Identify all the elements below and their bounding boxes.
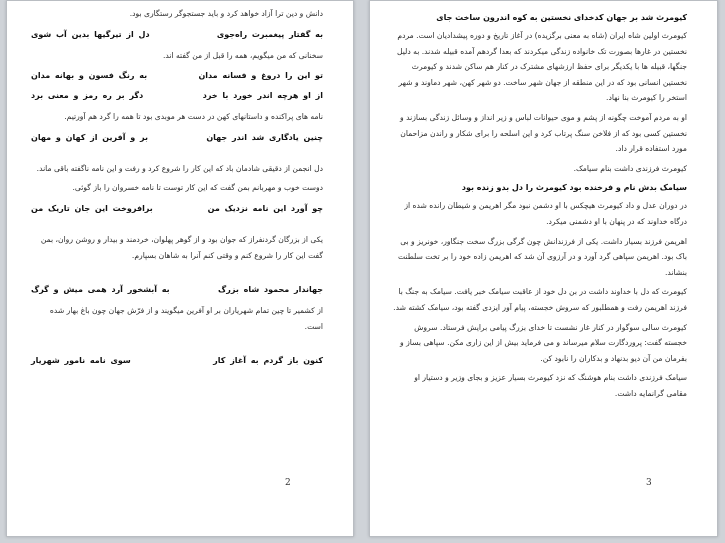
verse-couplet — [31, 202, 323, 216]
page-number: 2 — [285, 478, 291, 488]
verse-hemistich: چنین یادگاری شد اندر جهان — [206, 132, 323, 142]
verse-hemistich: به گفتار پیغمبرت راه‌جوی — [216, 29, 323, 39]
paragraph: از کشمیر تا چین تمام شهرياران بر او آفرین میگویند و از فرّش جهان چون باغ بهار شده است. — [49, 306, 323, 331]
paragraph: سیامک فرزندی داشت بنام هوشنگ که نزد کیومرث بسیار عزیز و بجای وزیر و دستیار او مقامی گرانمایه داشت. — [414, 373, 687, 398]
verse-hemistich: چو آورد این نامه نزدیک من — [207, 203, 323, 213]
spacer — [31, 338, 323, 348]
spacer — [31, 267, 323, 277]
spacer — [31, 222, 323, 232]
section-heading: سیامک بدش نام و فرخنده بود کیومرث را دل بدو زنده بود — [461, 183, 687, 193]
verse-couplet — [31, 131, 323, 145]
paragraph: کیومرث فرزندی داشت بنام سیامک. — [573, 163, 687, 173]
verse-hemistich: سوی نامه نامور شهریار — [31, 356, 131, 366]
verse-hemistich: به آبشخور آرد همی میش و گرگ — [31, 285, 170, 295]
verse-hemistich: به رنگ فسون و بهانه مدان — [31, 71, 148, 81]
verse-couplet — [31, 28, 323, 42]
verse-hemistich: برافروخت این جان تاریک من — [31, 203, 153, 213]
verse-hemistich: دل از تیرگیها بدین آب شوی — [31, 29, 150, 39]
paragraph: او به مردم آموخت چگونه از پشم و موی حیوانات لباس و زیر انداز و وسائل زندگی بسازند و نخستین کسی بود که از فلاخن سنگ پرتاب کرد و این اسلحه را برای شکار و راندن مزاحمان مورد استفاده قرار داد. — [400, 112, 687, 154]
verse-couplet — [31, 354, 323, 368]
verse-couplet — [31, 69, 323, 83]
paragraph: دانش و دین ترا آزاد خواهد کرد و باید جستجوگر رستگاری بود. — [129, 9, 323, 18]
verse-hemistich: کنون باز گردم به آغاز کار — [213, 356, 323, 366]
page-number: 3 — [646, 478, 652, 488]
verse-hemistich: بر و آفرین از کهان و مهان — [31, 132, 148, 142]
verse-hemistich: جهاندار محمود شاه بزرگ — [218, 285, 323, 295]
paragraph: کیومرث اولین شاه ایران (شاه به معنی برگزیده) در آغاز تاریخ و دوره پیشدادیان است. مردم نخستین در غارها بصورت تک خانواده زندگی میکردند که بعدا گردهم آمده قبیله شدند. به دلیل جنگها، قبیله ها با یکدیگر برای حفظ ارزشهای مشترک در کنار هم ساکن شدند و کیومرث نخستین انسانی بود که در این منطقه از جهان شهر ساخت. دو شهر کهن، شهر دماوند و شهر استخر را کیومرث بنا نهاد. — [396, 31, 687, 103]
paragraph: کیومرث که دل با خداوند داشت در بن دل خود از عاقبت سیامک خبر یافت. سیامک به جنگ با فرزند اهریمن رفت و همطلبور که سروش خجسته، پیام آور ایزدی گفته بود، سیامک کشته شد. — [393, 287, 687, 312]
section-heading: کیومرث شد بر جهان کدخدای نخستین به کوه اندرون ساخت جای — [436, 13, 687, 22]
page-content — [7, 1, 353, 374]
paragraph: یکی از بزرگان گردنفراز که جوان بود و از گوهر پهلوان، خردمند و بیدار و روشن روان، بمن گفت این کار را شروع کنم و وقتی کنم آنرا به شاهان بسپارم. — [40, 234, 323, 260]
paragraph: در دوران عدل و داد کیومرث هیچکس با او دشمن نبود مگر اهریمن و شیطان رانده شده از درگاه خداوند که در پنهان با او دشمنی میکرد. — [404, 201, 687, 226]
paragraph: دل انجمن از دقیقی شادمان باد که این کار را شروع کرد و رفت و این نامه ناگفته باقی ماند. — [36, 163, 323, 173]
verse-couplet — [31, 89, 323, 103]
paragraph: اهریمن فرزند بسیار داشت. یکی از فرزندانش چون گرگی بزرگ سخت جنگاور، خونریز و بی باک بود. اهریمن سپاهی گرد آورد و در آرزوی آن شد که اهریمن زاده خود را بر تخت سلطنت بنشاند. — [397, 236, 687, 277]
paragraph: نامه های پراکنده و داستانهای کهن در دست هر موبدی بود تا همه را گرد هم آورتیم. — [64, 112, 323, 122]
verse-hemistich: تو این را دروغ و فسانه مدان — [198, 71, 323, 81]
spacer — [31, 151, 323, 161]
paragraph: کیومرث سالی سوگوار در کنار غار نشست تا خدای بزرگ پیامی برایش فرستاد. سروش خجسته گفت: پروردگارت سلام میرساند و می فرماید بیش از این زاری مکن. سپاهی بساز و بفرمان من آن دیو بدنهاد و بدکاران را نابود کن. — [399, 322, 687, 363]
page-content — [370, 1, 717, 405]
verse-hemistich: از او هرچه اندر خورد با خرد — [202, 91, 323, 101]
verse-hemistich: دگر بر ره رمز و معنی برد — [31, 91, 144, 101]
paragraph: دوست خوب و مهربانم بمن گفت که این کار توست تا نامه خسروان را باز گوئی. — [72, 183, 323, 193]
verse-couplet — [31, 283, 323, 297]
document-page-right — [369, 0, 718, 537]
paragraph: سخنانی که من میگویم، همه را قبل از من گفته اند. — [162, 50, 323, 60]
document-page-left — [6, 0, 354, 537]
